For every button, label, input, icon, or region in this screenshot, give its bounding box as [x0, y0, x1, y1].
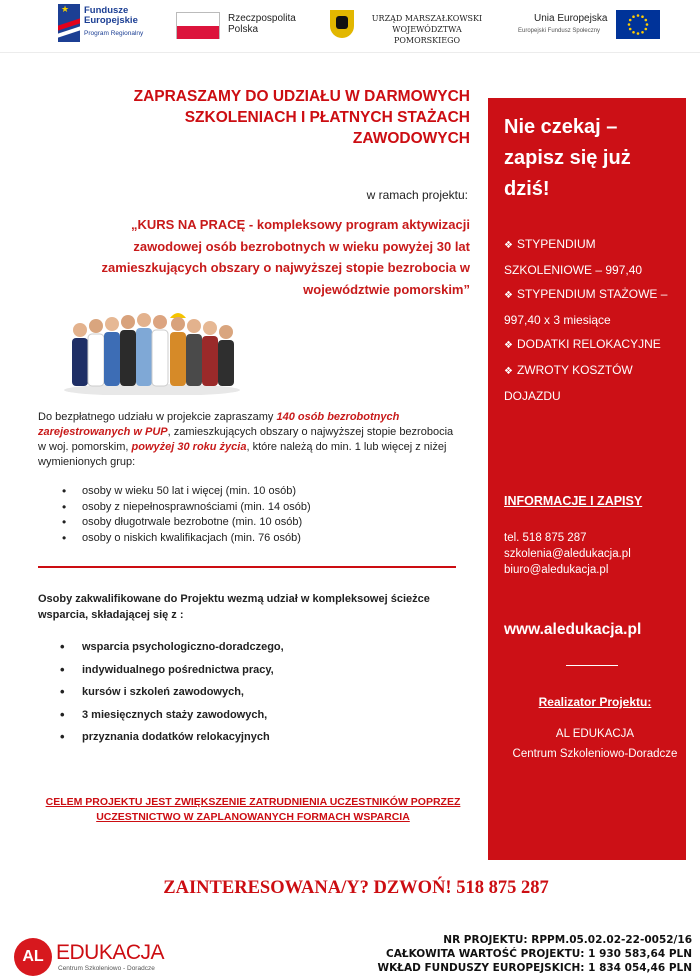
list-item: • 3 miesięcznych staży zawodowych, — [60, 704, 420, 727]
signup-sidebar — [488, 98, 686, 860]
list-item — [504, 358, 682, 408]
project-intro-label: w ramach projektu: — [366, 188, 468, 202]
header-divider — [0, 52, 700, 53]
target-groups-list — [62, 484, 392, 546]
realizator-label: Realizator Projektu: — [538, 695, 652, 709]
sidebar-divider — [566, 665, 618, 666]
um-logo-text — [362, 13, 492, 46]
project-financial-info — [300, 933, 692, 975]
benefit-label: ZWROTY KOSZTÓW DOJAZDU — [504, 363, 633, 403]
benefit-label: STYPENDIUM SZKOLENIOWE – 997,40 — [504, 237, 643, 277]
email-link-szkolenia[interactable]: szkolenia@aledukacja.pl — [504, 548, 631, 560]
organizer-name: AL EDUKACJA — [555, 728, 635, 740]
diamond-bullet-icon: ❖ — [504, 240, 513, 251]
al-circle-icon: AL — [14, 938, 52, 976]
um-logo-line1: URZĄD MARSZAŁKOWSKI — [371, 14, 483, 23]
um-logo-line2: WOJEWÓDZTWA POMORSKIEGO — [392, 25, 462, 45]
pomorskie-crest-icon — [330, 10, 354, 38]
diamond-bullet-icon: ❖ — [504, 340, 513, 351]
list-item: • kursów i szkoleń zawodowych, — [60, 681, 420, 704]
benefit-label: DODATKI RELOKACYJNE — [516, 337, 661, 351]
fe-logo-name: Fundusze Europejskie — [84, 5, 138, 26]
eu-contribution: WKŁAD FUNDUSZY EUROPEJSKICH: 1 834 054,46 PLN — [377, 962, 692, 974]
list-item: • przyznania dodatków relokacyjnych — [60, 726, 420, 749]
polish-flag-icon — [176, 12, 220, 39]
intro-text-2: , zamieszkujących obszary o najwyższej stopie bezrobocia w woj. pomorskim, — [38, 426, 454, 453]
eu-flag-icon — [616, 10, 660, 39]
organizer-description: Centrum Szkoleniowo-Doradcze — [512, 748, 678, 760]
email-link-biuro[interactable]: biuro@aledukacja.pl — [504, 564, 609, 576]
project-number: NR PROJEKTU: RPPM.05.02.02-22-0052/16 — [443, 934, 692, 946]
website-link[interactable]: www.aledukacja.pl — [504, 621, 642, 638]
group-of-people-photo — [60, 300, 245, 395]
phone-number[interactable]: tel. 518 875 287 — [504, 532, 587, 544]
list-item: • indywidualnego pośrednictwa pracy, — [60, 659, 420, 682]
ue-logo-fund: Europejski Fundusz Społeczny — [518, 28, 601, 34]
support-path-list — [60, 636, 420, 749]
al-edukacja-logo — [14, 938, 174, 974]
participation-description — [38, 410, 460, 470]
brand-name: EDUKACJA — [56, 941, 165, 964]
brand-subtitle: Centrum Szkoleniowo - Doradcze — [58, 965, 155, 972]
logo-header — [0, 0, 700, 48]
list-item: • wsparcia psychologiczno-doradczego, — [60, 636, 420, 659]
info-signup-heading: INFORMACJE I ZAPISY — [504, 494, 643, 508]
list-item — [504, 332, 682, 358]
intro-text-3: , które należą do min. 1 lub więcej z niżej wymienionych grup: — [38, 441, 447, 468]
ue-logo-name: Unia Europejska — [534, 13, 608, 24]
support-path-intro: Osoby zakwalifikowane do Projektu wezmą udział w kompleksowej ścieżce wsparcia, składającej się z : — [38, 593, 430, 621]
project-total-value: CAŁKOWITA WARTOŚĆ PROJEKTU: 1 930 583,64 PLN — [386, 948, 692, 960]
diamond-bullet-icon: ❖ — [504, 366, 513, 377]
list-item — [504, 232, 682, 282]
contact-details — [504, 530, 680, 578]
page-title: ZAPRASZAMY DO UDZIAŁU W DARMOWYCH SZKOLENIACH I PŁATNYCH STAŻACH ZAWODOWYCH — [133, 88, 470, 147]
project-name: „KURS NA PRACĘ - kompleksowy program aktywizacji zawodowej osób bezrobotnych w wieku powyżej 30 lat zamieszkujących obszary o najwyższej stopie bezrobocia w województwie pomorskim” — [101, 217, 470, 297]
fundusze-europejskie-logo-icon: ★ — [58, 4, 80, 42]
organizer-info — [504, 724, 686, 764]
fe-logo-program: Program Regionalny — [84, 30, 144, 37]
rp-logo-name: Rzeczpospolita Polska — [228, 13, 296, 35]
intro-emphasis-age: powyżej 30 roku życia — [131, 441, 247, 453]
intro-emphasis-target-group: 140 osób bezrobotnych zarejestrowanych w PUP — [38, 411, 400, 438]
list-item: • osoby z niepełnosprawnościami (min. 14 osób) — [62, 500, 392, 516]
list-item — [504, 282, 682, 332]
project-goal: CELEM PROJEKTU JEST ZWIĘKSZENIE ZATRUDNIENIA UCZESTNIKÓW POPRZEZ UCZESTNICTWO W ZAPLANOWANYCH FORMACH WSPARCIA — [45, 796, 461, 823]
diamond-bullet-icon: ❖ — [504, 290, 513, 301]
list-item: • osoby w wieku 50 lat i więcej (min. 10 osób) — [62, 484, 392, 500]
list-item: • osoby długotrwale bezrobotne (min. 10 osób) — [62, 515, 392, 531]
benefit-label: STYPENDIUM STAŻOWE – 997,40 x 3 miesiące — [504, 287, 668, 327]
benefits-list — [504, 232, 682, 408]
intro-text-1: Do bezpłatnego udziału w projekcie zapraszamy — [38, 411, 277, 423]
sidebar-title: Nie czekaj – zapisz się już dziś! — [504, 116, 631, 200]
section-divider — [38, 566, 456, 568]
list-item: • osoby o niskich kwalifikacjach (min. 76 osób) — [62, 531, 392, 547]
call-to-action: ZAINTERESOWANA/Y? DZWOŃ! 518 875 287 — [163, 878, 549, 898]
